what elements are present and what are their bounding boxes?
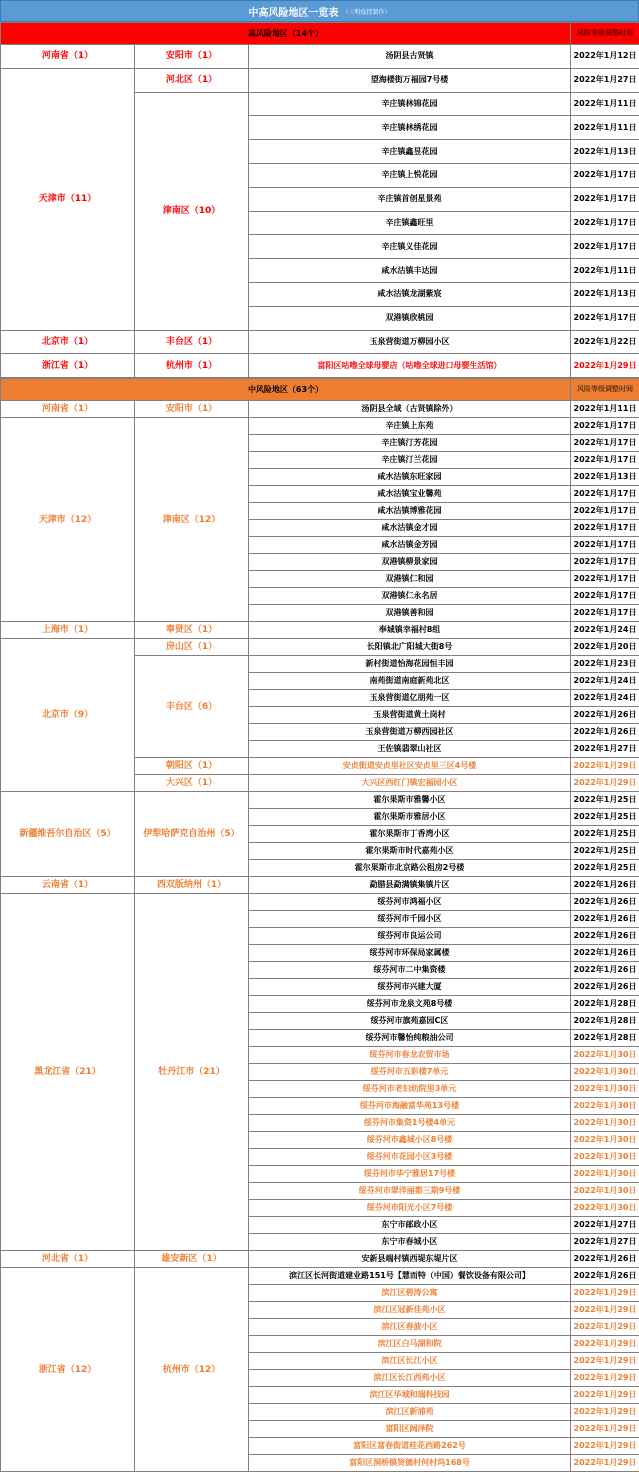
province-cell: 北京市（9）	[1, 639, 135, 792]
place-cell: 滨江区长江西苑小区	[249, 1370, 571, 1387]
place-cell: 咸水沽镇宝业馨苑	[249, 486, 571, 503]
place-cell: 双港镇仁永名居	[249, 588, 571, 605]
date-cell: 2022年1月25日	[571, 826, 639, 843]
table-row	[1, 639, 639, 656]
date-cell: 2022年1月30日	[571, 1047, 639, 1064]
date-cell: 2022年1月22日	[571, 330, 639, 354]
place-cell: 辛庄镇鑫昱花园	[249, 140, 571, 164]
place-cell: 王佐镇翡翠山社区	[249, 741, 571, 758]
place-cell: 霍尔果斯市丁香湾小区	[249, 826, 571, 843]
city-cell: 大兴区（1）	[135, 775, 249, 792]
place-cell: 大兴区西红门镇宏福园小区	[249, 775, 571, 792]
province-cell: 新疆维吾尔自治区（5）	[1, 792, 135, 877]
city-cell: 朝阳区（1）	[135, 758, 249, 775]
medium-risk-table	[0, 378, 639, 1472]
date-cell: 2022年1月27日	[571, 741, 639, 758]
place-cell: 绥芬河市旗苑嘉园C区	[249, 1013, 571, 1030]
date-cell: 2022年1月29日	[571, 1387, 639, 1404]
province-cell: 浙江省（12）	[1, 1268, 135, 1472]
place-cell: 辛庄镇首创星景苑	[249, 187, 571, 211]
place-cell: 双港镇欣桃园	[249, 306, 571, 330]
place-cell: 辛庄镇义佳花园	[249, 235, 571, 259]
place-cell: 咸水沽镇东旺家园	[249, 469, 571, 486]
date-cell: 2022年1月12日	[571, 45, 639, 69]
province-cell: 河南省（1）	[1, 401, 135, 418]
date-cell: 2022年1月30日	[571, 1183, 639, 1200]
place-cell: 滨江区冠新佳苑小区	[249, 1302, 571, 1319]
province-cell: 浙江省（1）	[1, 354, 135, 378]
date-cell: 2022年1月17日	[571, 537, 639, 554]
date-cell: 2022年1月29日	[571, 1285, 639, 1302]
place-cell: 辛庄镇上悦花园	[249, 163, 571, 187]
date-cell: 2022年1月24日	[571, 673, 639, 690]
city-cell: 雄安新区（1）	[135, 1251, 249, 1268]
city-cell: 河北区（1）	[135, 68, 249, 92]
place-cell: 长阳镇北广阳城大街8号	[249, 639, 571, 656]
city-cell: 伊犁哈萨克自治州（5）	[135, 792, 249, 877]
place-cell: 双港镇仁和园	[249, 571, 571, 588]
date-cell: 2022年1月26日	[571, 945, 639, 962]
date-cell: 2022年1月20日	[571, 639, 639, 656]
place-cell: 滨江区长河街道建业路151号【慧而特（中国）餐饮设备有限公司】	[249, 1268, 571, 1285]
date-cell: 2022年1月26日	[571, 928, 639, 945]
table-row	[1, 354, 639, 378]
place-cell: 辛庄镇上东苑	[249, 418, 571, 435]
place-cell: 绥芬河市老妇幼院里3单元	[249, 1081, 571, 1098]
date-cell: 2022年1月24日	[571, 690, 639, 707]
place-cell: 绥芬河市龙泉文苑8号楼	[249, 996, 571, 1013]
place-cell: 绥芬河市千园小区	[249, 911, 571, 928]
date-cell: 2022年1月25日	[571, 860, 639, 877]
date-cell: 2022年1月27日	[571, 68, 639, 92]
place-cell: 咸水沽镇龙湖紫宸	[249, 282, 571, 306]
date-cell: 2022年1月17日	[571, 486, 639, 503]
place-cell: 玉泉营街道亿朋苑一区	[249, 690, 571, 707]
place-cell: 勐腊县勐满镇集镇片区	[249, 877, 571, 894]
section-header: 高风险地区（14个）	[1, 23, 571, 45]
place-cell: 富阳区富春街道桂花西路262号	[249, 1438, 571, 1455]
date-column-header: 风险等级调整时间	[571, 379, 639, 401]
date-cell: 2022年1月29日	[571, 1302, 639, 1319]
city-cell: 牡丹江市（21）	[135, 894, 249, 1251]
place-cell: 绥芬河市海融富华苑13号楼	[249, 1098, 571, 1115]
city-cell: 丰台区（6）	[135, 656, 249, 758]
place-cell: 双港镇善和园	[249, 605, 571, 622]
place-cell: 咸水沽镇金芳园	[249, 537, 571, 554]
place-cell: 滨江区春波小区	[249, 1319, 571, 1336]
date-cell: 2022年1月29日	[571, 354, 639, 378]
city-cell: 津南区（10）	[135, 92, 249, 330]
date-cell: 2022年1月29日	[571, 758, 639, 775]
place-cell: 玉泉营街道黄土岗村	[249, 707, 571, 724]
date-cell: 2022年1月29日	[571, 1404, 639, 1421]
table-row	[1, 1251, 639, 1268]
title-text: 中高风险地区一览表	[248, 4, 338, 19]
city-cell: 房山区（1）	[135, 639, 249, 656]
place-cell: 绥芬河市五彩楼7单元	[249, 1064, 571, 1081]
date-cell: 2022年1月30日	[571, 1200, 639, 1217]
place-cell: 霍尔果斯市北京路公租房2号楼	[249, 860, 571, 877]
date-cell: 2022年1月11日	[571, 401, 639, 418]
place-cell: 绥芬河市环保局家属楼	[249, 945, 571, 962]
date-cell: 2022年1月24日	[571, 622, 639, 639]
date-cell: 2022年1月17日	[571, 306, 639, 330]
place-cell: 绥芬河市兴建大厦	[249, 979, 571, 996]
date-cell: 2022年1月11日	[571, 116, 639, 140]
page-title	[0, 0, 639, 22]
place-cell: 霍尔果斯市雅居小区	[249, 809, 571, 826]
date-cell: 2022年1月26日	[571, 1268, 639, 1285]
city-cell: 丰台区（1）	[135, 330, 249, 354]
place-cell: 咸水沽镇丰达园	[249, 259, 571, 283]
title-note: （三明疫控制作）	[342, 7, 390, 16]
date-cell: 2022年1月13日	[571, 282, 639, 306]
date-cell: 2022年1月26日	[571, 724, 639, 741]
place-cell: 辛庄镇汀芳花园	[249, 435, 571, 452]
date-cell: 2022年1月28日	[571, 996, 639, 1013]
date-cell: 2022年1月30日	[571, 1064, 639, 1081]
date-cell: 2022年1月29日	[571, 775, 639, 792]
place-cell: 富阳区阔泽院	[249, 1421, 571, 1438]
place-cell: 绥芬河市阳光小区7号楼	[249, 1200, 571, 1217]
place-cell: 咸水沽镇博雅花园	[249, 503, 571, 520]
province-cell: 上海市（1）	[1, 622, 135, 639]
city-cell: 津南区（12）	[135, 418, 249, 622]
place-cell: 咸水沽镇金才园	[249, 520, 571, 537]
date-cell: 2022年1月17日	[571, 187, 639, 211]
date-cell: 2022年1月29日	[571, 1438, 639, 1455]
place-cell: 滨江区碧涛公寓	[249, 1285, 571, 1302]
place-cell: 南苑街道南庭新苑北区	[249, 673, 571, 690]
date-cell: 2022年1月26日	[571, 979, 639, 996]
date-cell: 2022年1月17日	[571, 588, 639, 605]
province-cell: 河北省（1）	[1, 1251, 135, 1268]
date-cell: 2022年1月17日	[571, 452, 639, 469]
city-cell: 西双版纳州（1）	[135, 877, 249, 894]
place-cell: 辛庄镇林锦花园	[249, 92, 571, 116]
place-cell: 滨江区长江小区	[249, 1353, 571, 1370]
date-cell: 2022年1月11日	[571, 92, 639, 116]
place-cell: 新村街道怡海花园恒丰园	[249, 656, 571, 673]
date-cell: 2022年1月17日	[571, 605, 639, 622]
place-cell: 汤阴县古贤镇	[249, 45, 571, 69]
date-cell: 2022年1月29日	[571, 1353, 639, 1370]
city-cell: 安阳市（1）	[135, 45, 249, 69]
place-cell: 霍尔果斯市雅馨小区	[249, 792, 571, 809]
date-cell: 2022年1月26日	[571, 962, 639, 979]
place-cell: 绥芬河市鑫城小区8号楼	[249, 1132, 571, 1149]
table-row	[1, 68, 639, 92]
place-cell: 绥芬河市良运公司	[249, 928, 571, 945]
date-cell: 2022年1月13日	[571, 140, 639, 164]
date-cell: 2022年1月17日	[571, 520, 639, 537]
place-cell: 绥芬河市馨怡纯粮油公司	[249, 1030, 571, 1047]
place-cell: 绥芬河市花园小区3号楼	[249, 1149, 571, 1166]
date-column-header: 风险等级调整时间	[571, 23, 639, 45]
date-cell: 2022年1月13日	[571, 469, 639, 486]
province-cell: 云南省（1）	[1, 877, 135, 894]
place-cell: 绥芬河市二中集资楼	[249, 962, 571, 979]
date-cell: 2022年1月25日	[571, 792, 639, 809]
place-cell: 汤阴县全域（古贤镇除外）	[249, 401, 571, 418]
date-cell: 2022年1月25日	[571, 809, 639, 826]
place-cell: 绥芬河市集资1号楼4单元	[249, 1115, 571, 1132]
date-cell: 2022年1月17日	[571, 163, 639, 187]
place-cell: 富阳区咕噜全球母婴店（咕噜全球进口母婴生活馆）	[249, 354, 571, 378]
date-cell: 2022年1月26日	[571, 707, 639, 724]
table-row	[1, 330, 639, 354]
place-cell: 绥芬河市翠洋丽都三期9号楼	[249, 1183, 571, 1200]
date-cell: 2022年1月30日	[571, 1098, 639, 1115]
section-header: 中风险地区（63个）	[1, 379, 571, 401]
place-cell: 滨江区白马湖和院	[249, 1336, 571, 1353]
date-cell: 2022年1月28日	[571, 1013, 639, 1030]
table-row	[1, 792, 639, 809]
place-cell: 绥芬河市鸿福小区	[249, 894, 571, 911]
date-cell: 2022年1月23日	[571, 656, 639, 673]
table-row	[1, 622, 639, 639]
city-cell: 杭州市（1）	[135, 354, 249, 378]
place-cell: 玉泉营街道万柳园小区	[249, 330, 571, 354]
province-cell: 天津市（12）	[1, 418, 135, 622]
date-cell: 2022年1月17日	[571, 571, 639, 588]
place-cell: 滨江区新浦苑	[249, 1404, 571, 1421]
place-cell: 辛庄镇林绣花园	[249, 116, 571, 140]
date-cell: 2022年1月11日	[571, 259, 639, 283]
date-cell: 2022年1月17日	[571, 435, 639, 452]
place-cell: 奉城镇幸福村8组	[249, 622, 571, 639]
place-cell: 辛庄镇鑫旺里	[249, 211, 571, 235]
date-cell: 2022年1月27日	[571, 1217, 639, 1234]
city-cell: 奉贤区（1）	[135, 622, 249, 639]
place-cell: 望海楼街万福园7号楼	[249, 68, 571, 92]
province-cell: 黑龙江省（21）	[1, 894, 135, 1251]
date-cell: 2022年1月29日	[571, 1421, 639, 1438]
date-cell: 2022年1月26日	[571, 877, 639, 894]
date-cell: 2022年1月29日	[571, 1370, 639, 1387]
date-cell: 2022年1月29日	[571, 1336, 639, 1353]
place-cell: 安贞街道安贞里社区安贞里三区4号楼	[249, 758, 571, 775]
table-row	[1, 45, 639, 69]
date-cell: 2022年1月30日	[571, 1115, 639, 1132]
place-cell: 玉泉营街道万柳西园社区	[249, 724, 571, 741]
table-row	[1, 401, 639, 418]
date-cell: 2022年1月17日	[571, 503, 639, 520]
date-cell: 2022年1月26日	[571, 894, 639, 911]
province-cell: 北京市（1）	[1, 330, 135, 354]
province-cell: 河南省（1）	[1, 45, 135, 69]
date-cell: 2022年1月28日	[571, 1030, 639, 1047]
date-cell: 2022年1月17日	[571, 211, 639, 235]
date-cell: 2022年1月17日	[571, 418, 639, 435]
date-cell: 2022年1月30日	[571, 1166, 639, 1183]
place-cell: 辛庄镇汀兰花园	[249, 452, 571, 469]
date-cell: 2022年1月30日	[571, 1149, 639, 1166]
place-cell: 东宁市邮政小区	[249, 1217, 571, 1234]
table-row	[1, 1268, 639, 1285]
place-cell: 双港镇柳景家园	[249, 554, 571, 571]
place-cell: 富阳区洞桥镇贤德村何村坞168号	[249, 1455, 571, 1472]
date-cell: 2022年1月29日	[571, 1319, 639, 1336]
place-cell: 东宁市春城小区	[249, 1234, 571, 1251]
date-cell: 2022年1月17日	[571, 235, 639, 259]
city-cell: 安阳市（1）	[135, 401, 249, 418]
date-cell: 2022年1月30日	[571, 1132, 639, 1149]
place-cell: 绥芬河市春龙农贸市场	[249, 1047, 571, 1064]
city-cell: 杭州市（12）	[135, 1268, 249, 1472]
place-cell: 霍尔果斯市时代嘉苑小区	[249, 843, 571, 860]
place-cell: 滨江区华城和瑞科技园	[249, 1387, 571, 1404]
table-row	[1, 894, 639, 911]
high-risk-table	[0, 22, 639, 378]
date-cell: 2022年1月27日	[571, 1234, 639, 1251]
place-cell: 安新县端村镇西堤东堤片区	[249, 1251, 571, 1268]
date-cell: 2022年1月25日	[571, 843, 639, 860]
date-cell: 2022年1月17日	[571, 554, 639, 571]
province-cell: 天津市（11）	[1, 68, 135, 330]
date-cell: 2022年1月26日	[571, 911, 639, 928]
date-cell: 2022年1月29日	[571, 1455, 639, 1472]
table-row	[1, 418, 639, 435]
date-cell: 2022年1月30日	[571, 1081, 639, 1098]
place-cell: 绥芬河市华宁雅居17号楼	[249, 1166, 571, 1183]
table-row	[1, 877, 639, 894]
date-cell: 2022年1月26日	[571, 1251, 639, 1268]
